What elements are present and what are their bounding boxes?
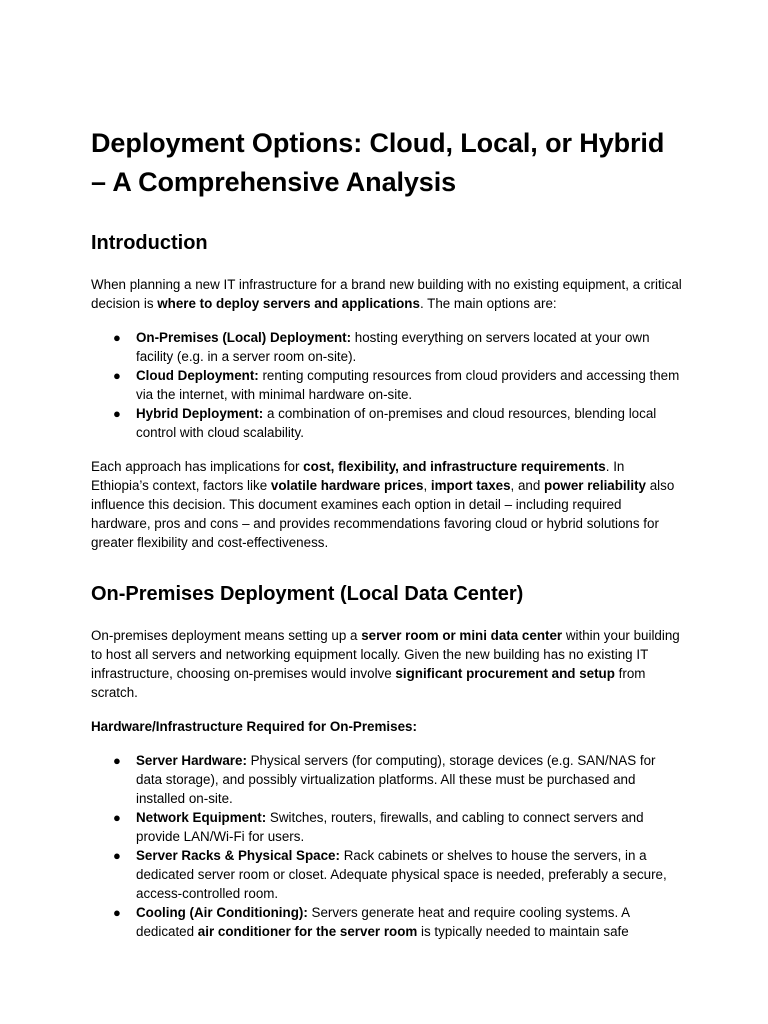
option-label: Hybrid Deployment: <box>136 406 264 421</box>
hardware-text: Switches, routers, firewalls, and cabling to connect servers and provide LAN/Wi-Fi for users. <box>136 810 644 844</box>
hardware-label: Server Hardware: <box>136 753 247 768</box>
list-item <box>91 751 682 808</box>
option-label: Cloud Deployment: <box>136 368 259 383</box>
bullet-icon: ● <box>113 905 121 920</box>
onprem-paragraph <box>91 626 682 702</box>
list-item <box>91 903 682 941</box>
cooling-bold-1: air conditioner for the server room <box>197 924 418 939</box>
deployment-options-list <box>91 328 682 442</box>
onprem-text-1: On-premises deployment means setting up a <box>91 628 362 643</box>
implications-text-2: . In Ethiopia’s context, factors like <box>91 459 625 493</box>
onprem-bold-1: server room or mini data center <box>361 628 563 643</box>
cooling-label: Cooling (Air Conditioning): <box>136 905 308 920</box>
onprem-text-2: within your building to host all servers and networking equipment locally. Given the new building has no existing IT infrastructure, choosing on-premises would involve <box>91 628 680 681</box>
introduction-heading: Introduction <box>91 232 208 254</box>
list-item <box>91 404 682 442</box>
bullet-icon: ● <box>113 368 121 383</box>
onprem-heading: On-Premises Deployment (Local Data Center) <box>91 583 524 605</box>
bullet-icon: ● <box>113 848 121 863</box>
implications-text-1: Each approach has implications for <box>91 459 304 474</box>
list-item <box>91 366 682 404</box>
onprem-bold-2: significant procurement and setup <box>395 666 615 681</box>
list-item <box>91 808 682 846</box>
hardware-list <box>91 751 682 941</box>
onprem-text-3: from scratch. <box>91 666 646 700</box>
implications-text-3: , <box>423 478 431 493</box>
hardware-text: Physical servers (for computing), storage devices (e.g. SAN/NAS for data storage), and possibly virtualization platforms. All these must be purchased and installed on-site. <box>136 753 656 806</box>
hardware-text: Rack cabinets or shelves to house the servers, in a dedicated server room or closet. Adequate physical space is needed, preferably a secure, access-controlled room. <box>136 848 667 901</box>
bullet-icon: ● <box>113 753 121 768</box>
list-item <box>91 328 682 366</box>
intro-text-1: When planning a new IT infrastructure for a brand new building with no existing equipment, a critical decision is <box>91 277 682 311</box>
hardware-subheading-text: Hardware/Infrastructure Required for On-Premises: <box>91 719 417 734</box>
cooling-text-2: is typically needed to maintain safe <box>417 924 629 939</box>
cooling-text-1: Servers generate heat and require cooling systems. A dedicated <box>136 905 630 939</box>
hardware-subheading <box>91 717 682 736</box>
hardware-label: Network Equipment: <box>136 810 267 825</box>
intro-text-2: . The main options are: <box>419 296 557 311</box>
document-title: Deployment Options: Cloud, Local, or Hybrid – A Comprehensive Analysis <box>91 128 665 197</box>
list-item <box>91 846 682 903</box>
implications-bold-3: import taxes <box>430 478 511 493</box>
option-label: On-Premises (Local) Deployment: <box>136 330 352 345</box>
implications-bold-4: power reliability <box>544 478 646 493</box>
implications-text-4: , and <box>510 478 545 493</box>
hardware-label: Server Racks & Physical Space: <box>136 848 340 863</box>
intro-bold-1: where to deploy servers and applications <box>157 296 420 311</box>
implications-text-5: also influence this decision. This document examines each option in detail – including required hardware, pros and cons – and provides recommendations favoring cloud or hybrid solutions for greater flexibility and cost-effectiveness. <box>91 478 675 550</box>
option-text: hosting everything on servers located at your own facility (e.g. in a server room on-site). <box>136 330 650 364</box>
implications-bold-2: volatile hardware prices <box>270 478 424 493</box>
bullet-icon: ● <box>113 330 121 345</box>
intro-paragraph <box>91 275 682 313</box>
option-text: a combination of on-premises and cloud resources, blending local control with cloud scalability. <box>136 406 657 440</box>
bullet-icon: ● <box>113 406 121 421</box>
bullet-icon: ● <box>113 810 121 825</box>
implications-paragraph <box>91 457 682 552</box>
implications-bold-1: cost, flexibility, and infrastructure requirements <box>303 459 606 474</box>
option-text: renting computing resources from cloud providers and accessing them via the internet, with minimal hardware on-site. <box>136 368 680 402</box>
